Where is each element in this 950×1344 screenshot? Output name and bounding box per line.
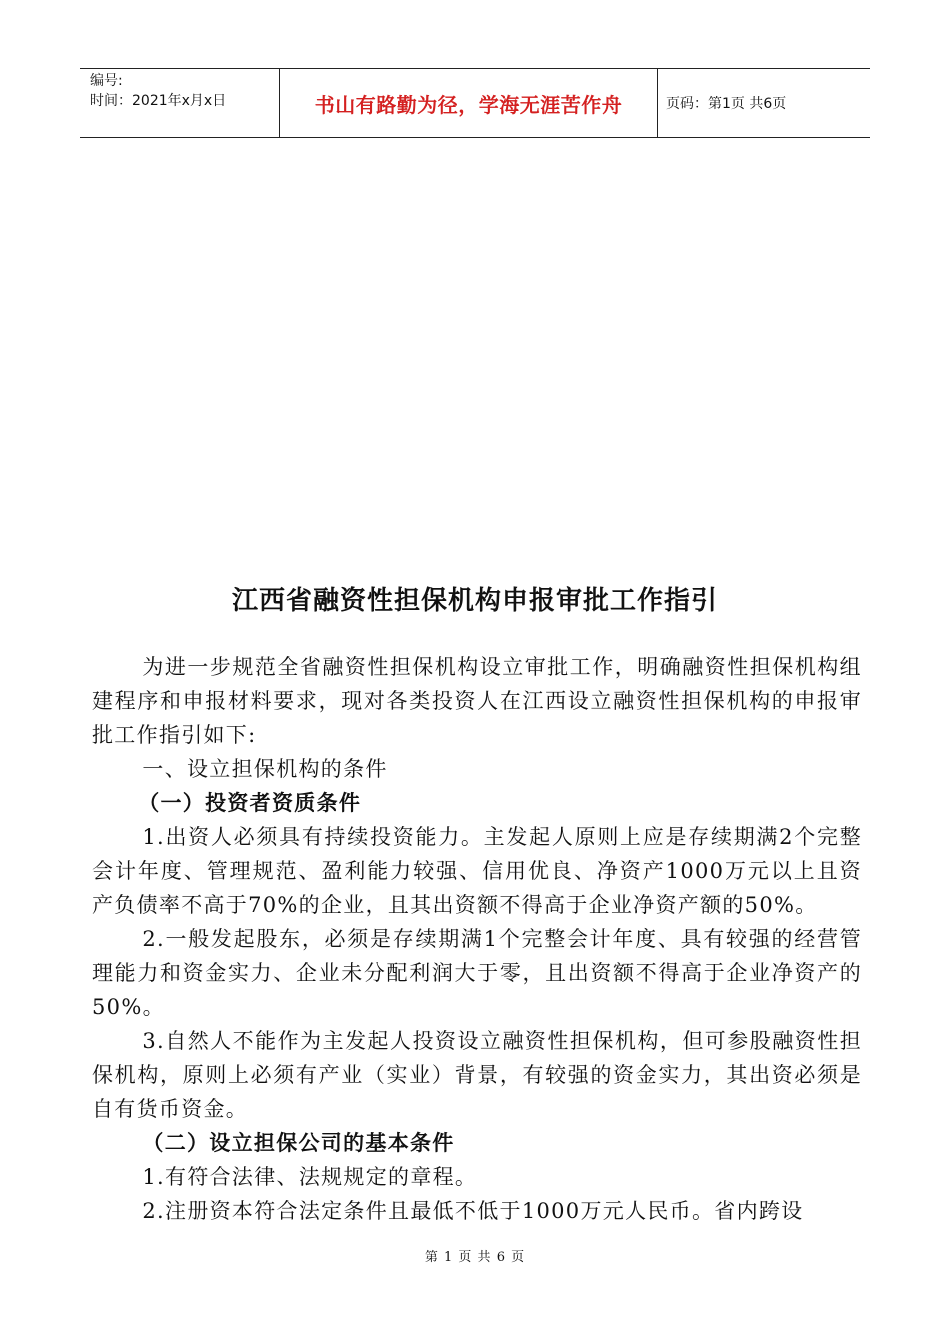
clause-paragraph: 1.有符合法律、法规规定的章程。: [142, 1165, 478, 1189]
intro-paragraph: 为进一步规范全省融资性担保机构设立审批工作，明确融资性担保机构组建程序和申报材料要求，现对各类投资人在江西设立融资性担保机构的申报审批工作指引如下:: [92, 655, 862, 747]
subsection-heading-investor: （一）投资者资质条件: [138, 791, 362, 815]
subsection-heading-basic: （二）设立担保公司的基本条件: [142, 1131, 455, 1155]
clause-paragraph: 2.一般发起股东，必须是存续期满1个完整会计年度、具有较强的经营管理能力和资金实力、企业未分配利润大于零，且出资额不得高于企业净资产的50%。: [92, 927, 862, 1019]
section-heading-1: 一、设立担保机构的条件: [142, 757, 388, 781]
header-motto: 书山有路勤为径，学海无涯苦作舟: [280, 69, 658, 137]
document-header: [80, 68, 870, 138]
number-label: 编号:: [90, 73, 123, 89]
header-meta: [80, 69, 280, 137]
document-title: 江西省融资性担保机构申报审批工作指引: [231, 586, 718, 616]
clause-paragraph: 2.注册资本符合法定条件且最低不低于1000万元人民币。省内跨设: [142, 1199, 804, 1223]
clause-paragraph: 3.自然人不能作为主发起人投资设立融资性担保机构，但可参股融资性担保机构，原则上必须有产业（实业）背景，有较强的资金实力，其出资必须是自有货币资金。: [92, 1029, 862, 1121]
date-label: 时间：2021年x月x日: [90, 93, 227, 109]
page-footer: 第 1 页 共 6 页: [424, 1250, 526, 1265]
document-body: [92, 650, 862, 1228]
header-page-info: 页码：第1页 共6页: [666, 96, 787, 112]
clause-paragraph: 1.出资人必须具有持续投资能力。主发起人原则上应是存续期满2个完整会计年度、管理规范、盈利能力较强、信用优良、净资产1000万元以上且资产负债率不高于70%的企业，且其出资额不得高于企业净资产额的50%。: [92, 825, 862, 917]
